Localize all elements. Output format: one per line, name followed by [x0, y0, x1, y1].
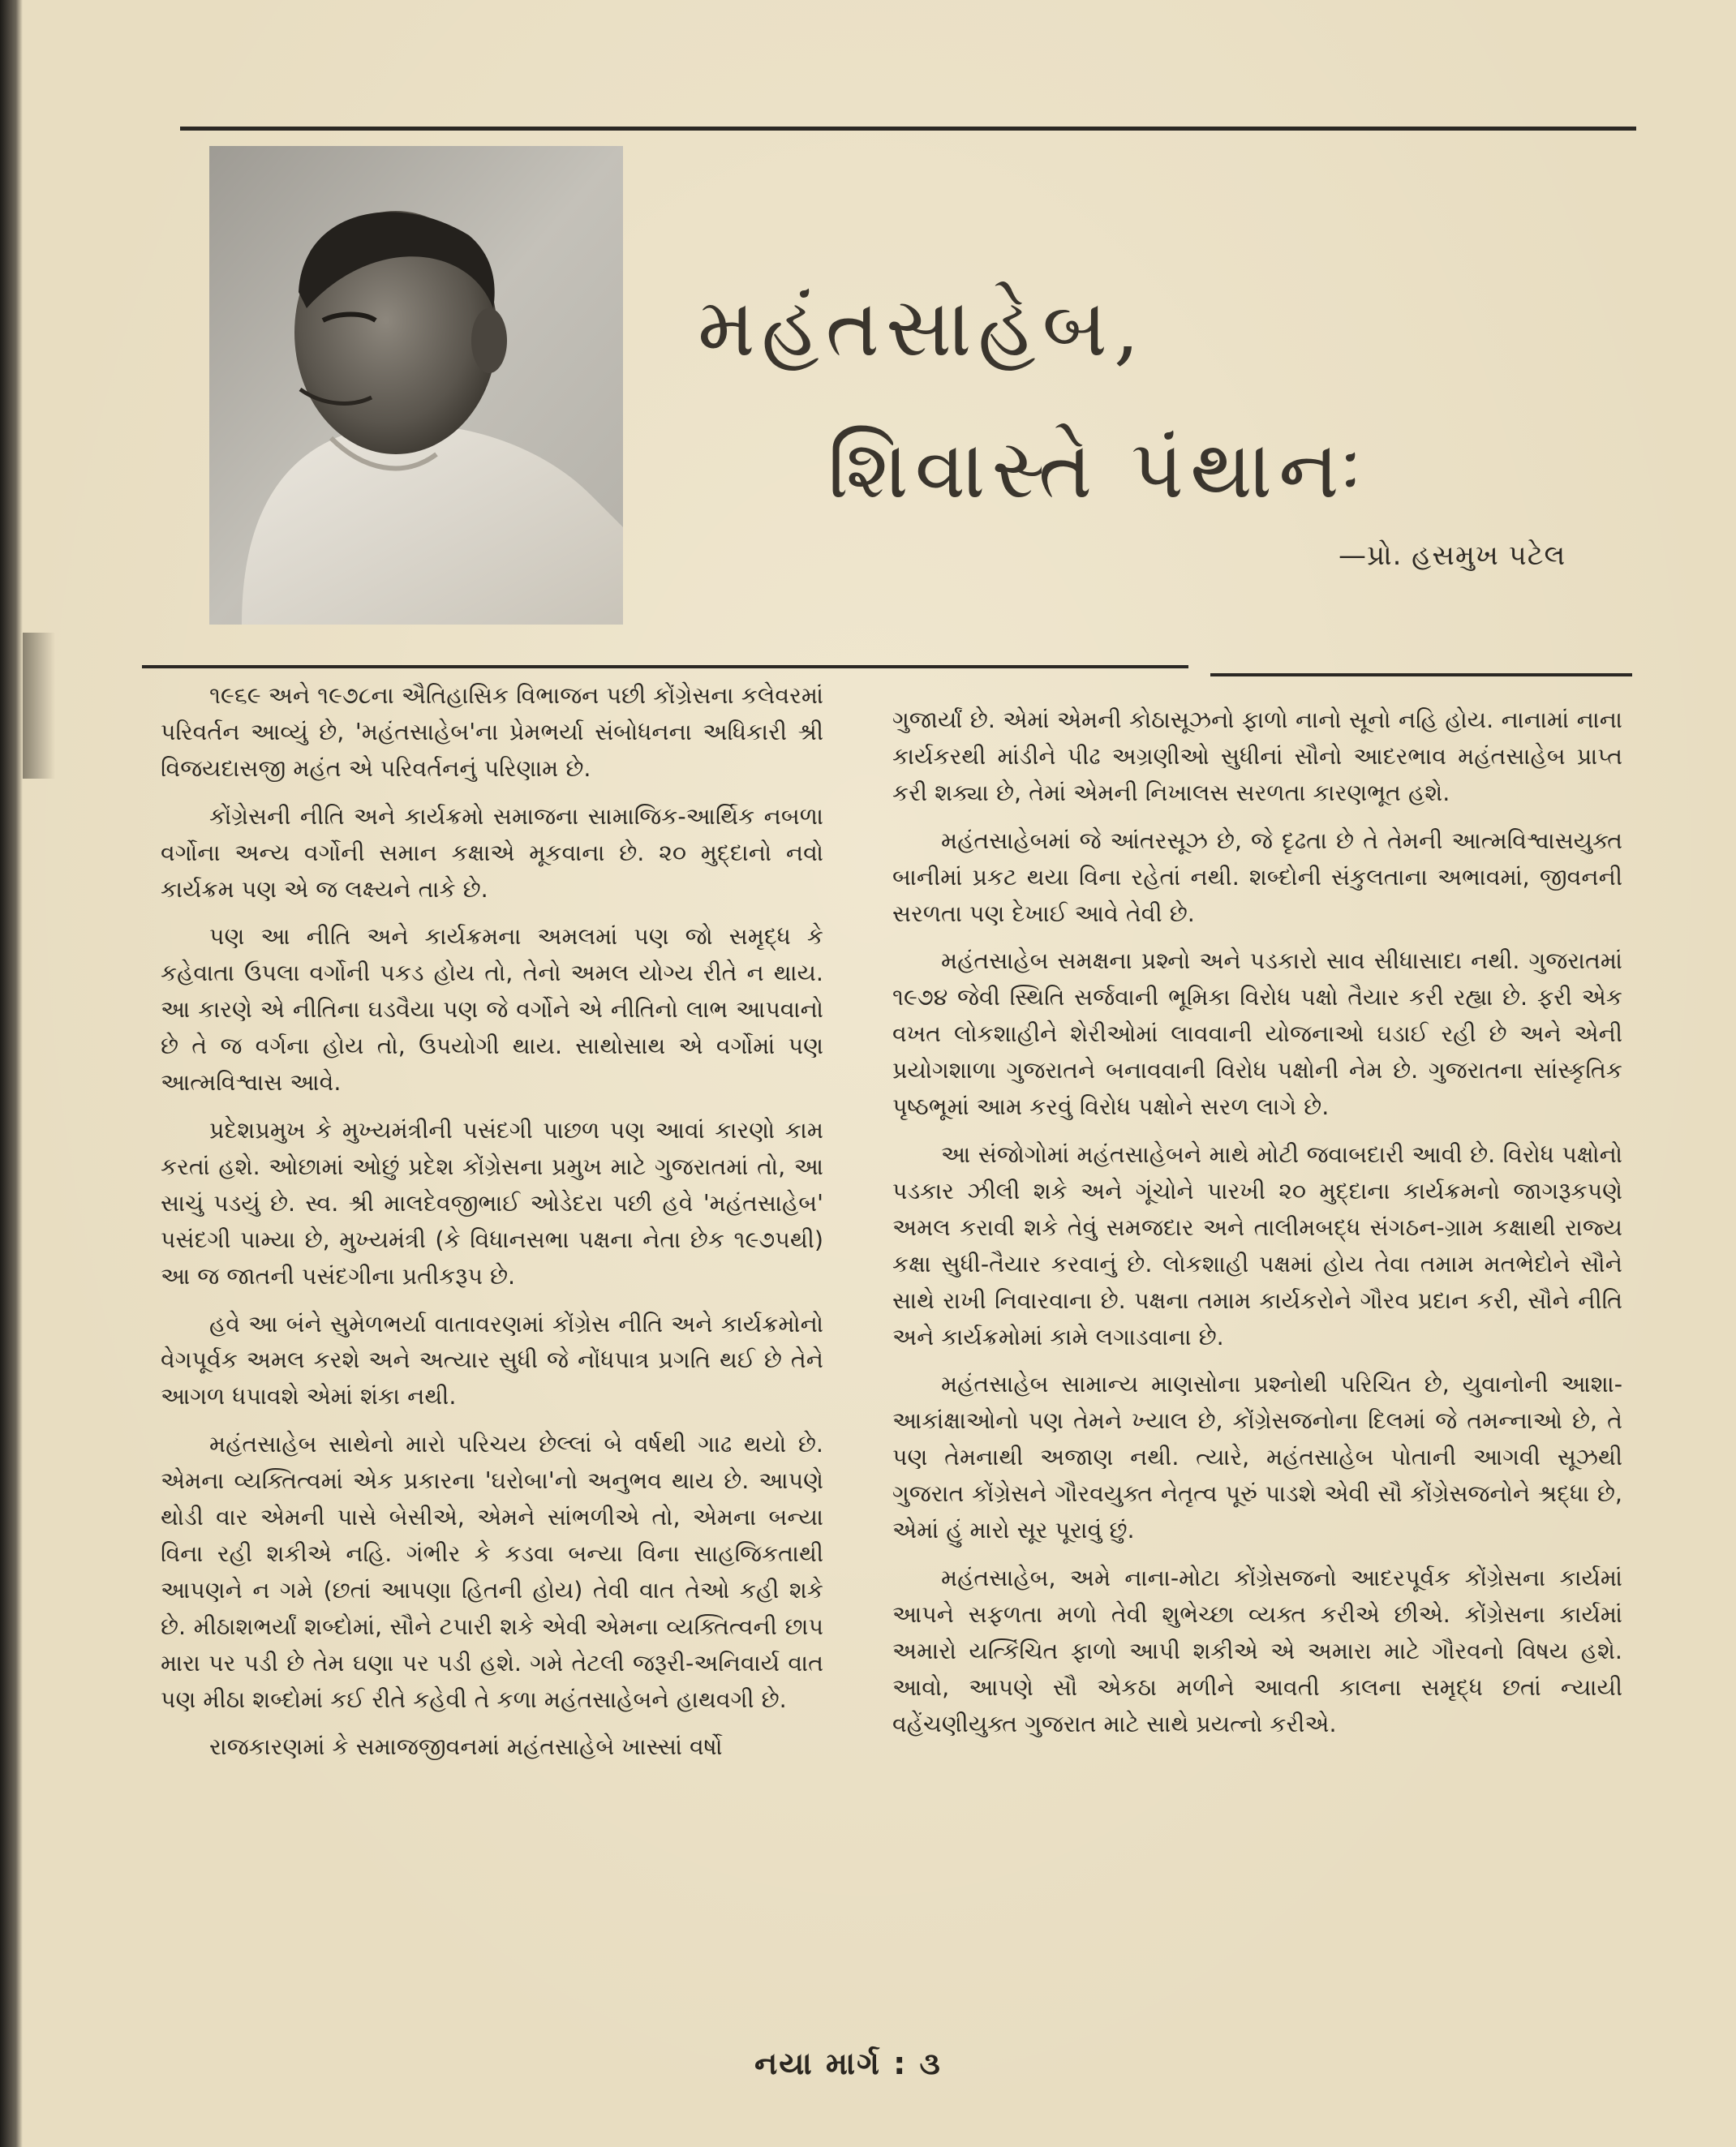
page-footer: નયા માર્ગ : ૩	[754, 2046, 942, 2081]
portrait-image	[209, 146, 623, 625]
paragraph: મહંતસાહેબ, અમે નાના-મોટા કોંગ્રેસજનો આદરપૂર્વક કોંગ્રેસના કાર્યમાં આપને સફળતા મળો તેવી શુભેચ્છા વ્યક્ત કરીએ છીએ. કોંગ્રેસના કાર્યમાં અમારો યત્કિંચિત ફાળો આપી શકીએ એ અમારા માટે ગૌરવનો વિષય હશે. આવો, આપણે સૌ એકઠા મળીને આવતી કાલના સમૃદ્ધ છતાં ન્યાયી વહેંચણીયુક્ત ગુજરાત માટે સાથે પ્રયત્નો કરીએ.	[892, 1564, 1622, 1737]
paragraph: પણ આ નીતિ અને કાર્યક્રમના અમલમાં પણ જો સમૃદ્ધ કે કહેવાતા ઉપલા વર્ગોની પકડ હોય તો, તેનો અમલ યોગ્ય રીતે ન થાય. આ કારણે એ નીતિના ઘડવૈયા પણ જે વર્ગોને એ નીતિનો લાભ આપવાનો છે તે જ વર્ગના હોય તો, ઉપયોગી થાય. સાથોસાથ એ વર્ગોમાં પણ આત્મવિશ્વાસ આવે.	[161, 923, 823, 1097]
paragraph: હવે આ બંને સુમેળભર્યા વાતાવરણમાં કોંગ્રેસ નીતિ અને કાર્યક્રમોનો વેગપૂર્વક અમલ કરશે અને અત્યાર સુધી જે નોંધપાત્ર પ્રગતિ થઈ છે તેને આગળ ધપાવશે એમાં શંકા નથી.	[161, 1310, 823, 1411]
author-byline: —પ્રો. હસમુખ પટેલ	[1339, 539, 1566, 572]
paragraph: મહંતસાહેબ સમક્ષના પ્રશ્નો અને પડકારો સાવ સીધાસાદા નથી. ગુજરાતમાં ૧૯૭૪ જેવી સ્થિતિ સર્જવાની ભૂમિકા વિરોધ પક્ષો તૈયાર કરી રહ્યા છે. ફરી એક વખત લોકશાહીને શેરીઓમાં લાવવાની યોજનાઓ ઘડાઈ રહી છે અને એની પ્રયોગશાળા ગુજરાતને બનાવવાની વિરોધ પક્ષોની નેમ છે. ગુજરાતના સાંસ્કૃતિક પૃષ્ઠભૂમાં આમ કરવું વિરોધ પક્ષોને સરળ લાગે છે.	[892, 947, 1622, 1121]
column-rule-right	[1210, 673, 1632, 676]
top-rule	[180, 127, 1636, 131]
paragraph: મહંતસાહેબમાં જે આંતરસૂઝ છે, જે દૃઢતા છે તે તેમની આત્મવિશ્વાસયુક્ત બાનીમાં પ્રકટ થયા વિના રહેતાં નથી. શબ્દોની સંકુલતાના અભાવમાં, જીવનની સરળતા પણ દેખાઈ આવે તેવી છે.	[892, 827, 1622, 927]
paragraph: ૧૯૬૯ અને ૧૯૭૮ના ઐતિહાસિક વિભાજન પછી કોંગ્રેસના કલેવરમાં પરિવર્તન આવ્યું છે, 'મહંતસાહેબ'ના પ્રેમભર્યા સંબોધનના અધિકારી શ્રી વિજયદાસજી મહંત એ પરિવર્તનનું પરિણામ છે.	[161, 682, 823, 782]
paragraph: કોંગ્રેસની નીતિ અને કાર્યક્રમો સમાજના સામાજિક-આર્થિક નબળા વર્ગોના અન્ય વર્ગોની સમાન કક્ષાએ મૂકવાના છે. ૨૦ મુદ્દાનો નવો કાર્યક્રમ પણ એ જ લક્ષ્યને તાકે છે.	[161, 802, 823, 903]
paragraph: ગુજાર્યાં છે. એમાં એમની કોઠાસૂઝનો ફાળો નાનો સૂનો નહિ હોય. નાનામાં નાના કાર્યકરથી માંડીને પીઢ અગ્રણીઓ સુધીનાં સૌનો આદરભાવ મહંતસાહેબ પ્રાપ્ત કરી શક્યા છે, તેમાં એમની નિખાલસ સરળતા કારણભૂત હશે.	[892, 706, 1622, 806]
column-rule-left	[142, 665, 1188, 668]
page-edge-shadow	[0, 0, 23, 2147]
portrait-photo	[209, 146, 623, 625]
paragraph: રાજકારણમાં કે સમાજજીવનમાં મહંતસાહેબે ખાસ્સાં વર્ષો	[209, 1733, 723, 1761]
article-column-left	[161, 678, 823, 1777]
paragraph: મહંતસાહેબ સામાન્ય માણસોના પ્રશ્નોથી પરિચિત છે, યુવાનોની આશા-આકાંક્ષાઓનો પણ તેમને ખ્યાલ છે, કોંગ્રેસજનોના દિલમાં જે તમન્નાઓ છે, તે પણ તેમનાથી અજાણ નથી. ત્યારે, મહંતસાહેબ પોતાની આગવી સૂઝથી ગુજરાત કોંગ્રેસને ગૌરવયુક્ત નેતૃત્વ પૂરું પાડશે એવી સૌ કોંગ્રેસજનોને શ્રદ્ધા છે, એમાં હું મારો સૂર પૂરાવું છું.	[892, 1371, 1622, 1544]
article-column-right	[892, 702, 1622, 1754]
headline-line-2: શિવાસ્તે પંથાનઃ	[827, 422, 1369, 517]
headline-line-1: મહંતસાહેબ,	[698, 280, 1146, 375]
paragraph: મહંતસાહેબ સાથેનો મારો પરિચય છેલ્લાં બે વર્ષથી ગાઢ થયો છે. એમના વ્યક્તિત્વમાં એક પ્રકારના 'ઘરોબા'નો અનુભવ થાય છે. આપણે થોડી વાર એમની પાસે બેસીએ, એમને સાંભળીએ તો, એમના બન્યા વિના રહી શકીએ નહિ. ગંભીર કે કડવા બન્યા વિના સાહજિકતાથી આપણને ન ગમે (છતાં આપણા હિતની હોય) તેવી વાત તેઓ કહી શકે છે. મીઠાશભર્યાં શબ્દોમાં, સૌને ટપારી શકે એવી એમના વ્યક્તિત્વની છાપ મારા પર પડી છે તેમ ઘણા પર પડી હશે. ગમે તેટલી જરૂરી-અનિવાર્ય વાત પણ મીઠા શબ્દોમાં કઈ રીતે કહેવી તે કળા મહંતસાહેબને હાથવગી છે.	[161, 1431, 823, 1713]
page-tear-shadow	[23, 633, 55, 779]
paragraph: પ્રદેશપ્રમુખ કે મુખ્યમંત્રીની પસંદગી પાછળ પણ આવાં કારણો કામ કરતાં હશે. ઓછામાં ઓછું પ્રદેશ કોંગ્રેસના પ્રમુખ માટે ગુજરાતમાં તો, આ સાચું પડયું છે. સ્વ. શ્રી માલદેવજીભાઈ ઓડેદરા પછી હવે 'મહંતસાહેબ' પસંદગી પામ્યા છે, મુખ્યમંત્રી (કે વિધાનસભા પક્ષના નેતા છેક ૧૯૭૫થી) આ જ જાતની પસંદગીના પ્રતીકરૂપ છે.	[161, 1116, 823, 1290]
paragraph: આ સંજોગોમાં મહંતસાહેબને માથે મોટી જવાબદારી આવી છે. વિરોધ પક્ષોનો પડકાર ઝીલી શકે અને ગૂંચોને પારખી ૨૦ મુદ્દાના કાર્યક્રમનો જાગરૂકપણે અમલ કરાવી શકે તેવું સમજદાર અને તાલીમબદ્ધ સંગઠન-ગ્રામ કક્ષાથી રાજ્ય કક્ષા સુધી-તૈયાર કરવાનું છે. લોકશાહી પક્ષમાં હોય તેવા તમામ મતભેદોને સૌને સાથે રાખી નિવારવાના છે. પક્ષના તમામ કાર્યકરોને ગૌરવ પ્રદાન કરી, સૌને નીતિ અને કાર્યક્રમોમાં કામે લગાડવાના છે.	[892, 1140, 1622, 1350]
